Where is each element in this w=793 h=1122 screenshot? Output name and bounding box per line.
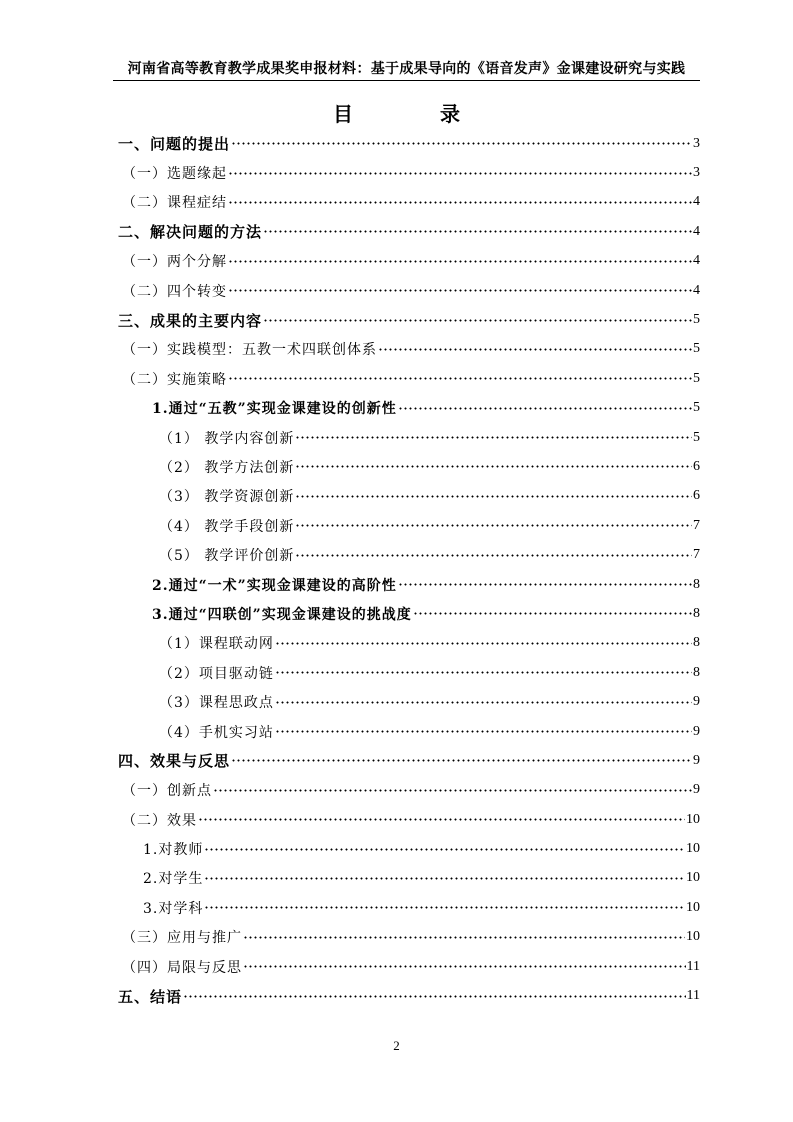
toc-entry[interactable] (118, 158, 700, 187)
toc-entry-page: 3 (693, 135, 700, 151)
toc-leader-dots (263, 230, 692, 233)
toc-entry-page: 8 (693, 635, 700, 651)
toc-entry[interactable] (118, 188, 700, 217)
page-number: 2 (393, 1038, 400, 1053)
toc-leader-dots (183, 995, 686, 998)
toc-entry-page: 9 (693, 694, 700, 710)
toc-entry-page: 9 (693, 752, 700, 768)
toc-leader-dots (228, 201, 692, 204)
header-rule (113, 80, 700, 81)
toc-entry[interactable] (118, 276, 700, 305)
toc-entry[interactable] (118, 893, 700, 922)
toc-entry[interactable] (118, 687, 700, 716)
toc-entry-label: （二）效果 (122, 812, 197, 829)
toc-entry[interactable] (118, 570, 700, 599)
toc-entry-page: 7 (693, 547, 700, 563)
toc-entry-page: 5 (693, 370, 700, 386)
toc-entry-page: 10 (686, 870, 700, 886)
toc-entry[interactable] (118, 923, 700, 952)
toc-leader-dots (275, 701, 692, 704)
toc-entry-label: 1.对教师 (143, 842, 204, 859)
toc-entry-label: 四、效果与反思 (118, 752, 231, 771)
toc-leader-dots (231, 142, 692, 145)
toc-leader-dots (204, 877, 685, 880)
toc-leader-dots (204, 848, 685, 851)
toc-leader-dots (295, 495, 692, 498)
toc-entry-label: （3） 教学资源创新 (159, 489, 295, 506)
toc-entry-page: 10 (686, 841, 700, 857)
toc-entry-label: （3）课程思政点 (159, 695, 274, 712)
toc-leader-dots (295, 465, 692, 468)
toc-entry-label: （2）项目驱动链 (159, 665, 274, 682)
toc-leader-dots (204, 906, 685, 909)
toc-entry-label: （5） 教学评价创新 (159, 548, 295, 565)
toc-entry[interactable] (118, 394, 700, 423)
toc-leader-dots (228, 260, 692, 263)
toc-leader-dots (295, 524, 692, 527)
toc-entry[interactable] (118, 776, 700, 805)
toc-entry-label: 1.通过“五教”实现金课建设的创新性 (152, 401, 397, 418)
toc-leader-dots (228, 172, 692, 175)
toc-entry[interactable] (118, 335, 700, 364)
toc-entry-page: 6 (693, 488, 700, 504)
toc-entry[interactable] (118, 746, 700, 775)
toc-entry[interactable] (118, 452, 700, 481)
toc-entry[interactable] (118, 511, 700, 540)
toc-entry-label: 五、结语 (118, 987, 183, 1006)
document-header: 河南省高等教育教学成果奖申报材料：基于成果导向的《语音发声》金课建设研究与实践 (127, 61, 686, 77)
toc-leader-dots (275, 671, 692, 674)
toc-leader-dots (378, 348, 692, 351)
toc-entry-label: 3.对学科 (143, 900, 204, 917)
toc-leader-dots (243, 965, 686, 968)
toc-entry[interactable] (118, 952, 700, 981)
toc-leader-dots (413, 612, 692, 615)
toc-entry[interactable] (118, 834, 700, 863)
toc-leader-dots (231, 759, 692, 762)
toc-entry-page: 4 (693, 253, 700, 269)
toc-entry[interactable] (118, 717, 700, 746)
toc-entry-page: 10 (686, 899, 700, 915)
toc-entry-page: 5 (693, 400, 700, 416)
toc-entry[interactable] (118, 482, 700, 511)
table-of-contents (118, 129, 700, 1011)
toc-entry-label: 3.通过“四联创”实现金课建设的挑战度 (152, 606, 412, 623)
toc-entry[interactable] (118, 599, 700, 628)
toc-entry-page: 9 (693, 723, 700, 739)
toc-entry-label: （一）实践模型：五教一术四联创体系 (122, 342, 377, 359)
toc-entry[interactable] (118, 217, 700, 246)
toc-entry-label: （1）课程联动网 (159, 636, 274, 653)
toc-entry-label: （三）应用与推广 (122, 930, 242, 947)
toc-title: 目 录 (333, 102, 500, 126)
toc-entry-label: （一）两个分解 (122, 254, 227, 271)
toc-entry-page: 8 (693, 664, 700, 680)
toc-entry-page: 4 (693, 282, 700, 298)
toc-entry-label: （一）选题缘起 (122, 166, 227, 183)
toc-entry-page: 4 (693, 194, 700, 210)
toc-leader-dots (228, 377, 692, 380)
toc-entry[interactable] (118, 540, 700, 569)
toc-entry-label: （1） 教学内容创新 (159, 430, 295, 447)
toc-entry[interactable] (118, 805, 700, 834)
toc-leader-dots (295, 436, 692, 439)
toc-entry-page: 6 (693, 458, 700, 474)
toc-entry-label: （二）课程症结 (122, 195, 227, 212)
toc-leader-dots (295, 554, 692, 557)
toc-leader-dots (213, 789, 692, 792)
toc-entry-page: 4 (693, 223, 700, 239)
toc-entry-label: 三、成果的主要内容 (118, 311, 263, 330)
toc-entry-page: 8 (693, 576, 700, 592)
toc-entry-page: 11 (686, 988, 700, 1004)
toc-entry[interactable] (118, 247, 700, 276)
toc-entry-label: 2.对学生 (143, 871, 204, 888)
toc-entry-page: 10 (686, 811, 700, 827)
toc-entry-label: 一、问题的提出 (118, 135, 231, 154)
toc-leader-dots (275, 730, 692, 733)
toc-entry[interactable] (118, 658, 700, 687)
toc-entry-label: （二）四个转变 (122, 283, 227, 300)
toc-entry-page: 10 (686, 929, 700, 945)
toc-entry[interactable] (118, 981, 700, 1010)
toc-entry-page: 5 (693, 429, 700, 445)
toc-entry-page: 11 (686, 958, 700, 974)
toc-entry-page: 8 (693, 605, 700, 621)
toc-leader-dots (198, 818, 685, 821)
toc-entry-label: 2.通过“一术”实现金课建设的高阶性 (152, 577, 397, 594)
toc-entry-page: 3 (693, 165, 700, 181)
toc-entry-page: 7 (693, 517, 700, 533)
toc-leader-dots (228, 289, 692, 292)
toc-leader-dots (243, 936, 685, 939)
toc-leader-dots (398, 583, 692, 586)
toc-entry[interactable] (118, 129, 700, 158)
toc-entry-label: （4） 教学手段创新 (159, 518, 295, 535)
toc-entry[interactable] (118, 305, 700, 334)
toc-entry-label: （4）手机实习站 (159, 724, 274, 741)
toc-entry-label: 二、解决问题的方法 (118, 223, 263, 242)
toc-entry[interactable] (118, 423, 700, 452)
toc-entry-label: （二）实施策略 (122, 371, 227, 388)
toc-entry-page: 9 (693, 782, 700, 798)
toc-leader-dots (398, 407, 692, 410)
toc-leader-dots (275, 642, 692, 645)
toc-entry-page: 5 (693, 341, 700, 357)
toc-entry-label: （四）局限与反思 (122, 959, 242, 976)
toc-entry[interactable] (118, 364, 700, 393)
toc-entry-page: 5 (693, 312, 700, 328)
toc-leader-dots (263, 319, 692, 322)
toc-entry-label: （2） 教学方法创新 (159, 459, 295, 476)
toc-entry[interactable] (118, 864, 700, 893)
toc-entry[interactable] (118, 629, 700, 658)
toc-entry-label: （一）创新点 (122, 783, 212, 800)
